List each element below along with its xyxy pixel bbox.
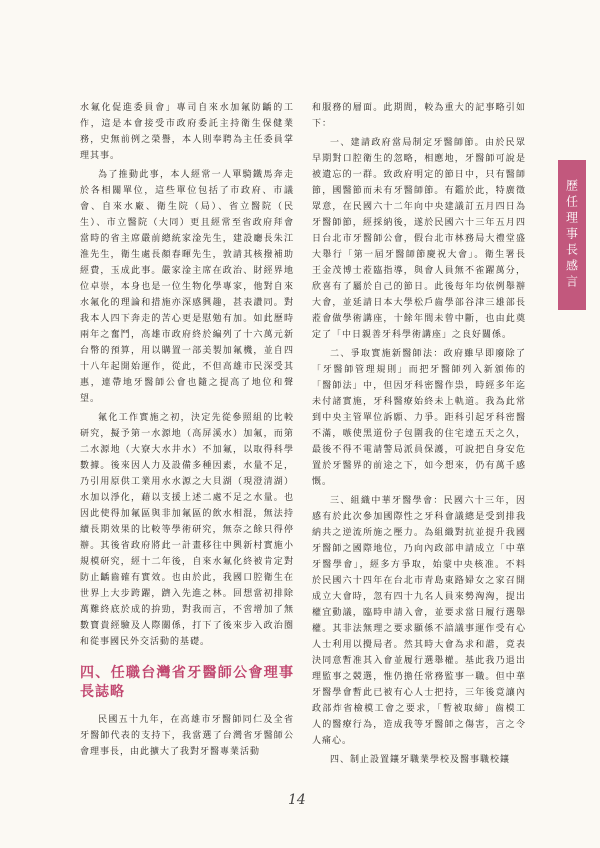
section-heading: 四、任職台灣省牙醫師公會理事長誌略: [80, 665, 294, 700]
page-number: 14: [288, 792, 306, 808]
side-tab: [558, 160, 586, 310]
paragraph: 二、爭取實施新醫師法：政府雖早即廢除了「牙醫師管理規則」而把牙醫師列入新頒佈的「醫師法」中，但因牙科密醫作祟，時經多年迄未付諸實施，牙科醫療始終未上軌道。我為此常到中央主管單位訴願、力爭。距科引起牙科密醫不滿，嗾使黑道份子包圍我的住宅達五天之久，最後不得不電請警局派員保護，可說把自身安危置於牙醫界的前途之下，如今想來，仍有萬千感慨。: [312, 349, 526, 487]
paragraph: 和服務的層面。此期間，較為重大的記事略引如下：: [312, 103, 526, 129]
paragraph: 氟化工作實施之初，決定先從參照組的比較研究，擬予第一水源地（高屏溪水）加氟，而第二水源地（大寮大水井水）不加氟，以取得科學數據。後來因人力及設備多種因素，水量不足，乃引用原供工業用水水源之大貝湖（現澄清湖）水加以淨化，藉以支援上述二處不足之水量。也因此使得加氟區與非加氟區的飲水相混，無法持續長期效果的比較等學術研究，無奈之餘只得停辦。其後省政府將此一計畫移往中興新村實施小規模研究，經十二年後，自來水氟化終被肯定對防止齲齒確有實效。也由於此，我國口腔衛生在世界上大步跨躍，躋入先進之林。回想當初排除萬難終底於成的拚勁，對我而言，不啻增加了無數寶貴經驗及人際關係，打下了後來步入政治圈和從事國民外交活動的基礎。: [80, 413, 294, 647]
right-column: [312, 100, 526, 771]
left-column: [80, 100, 294, 763]
paragraph: 民國五十九年，在高雄市牙醫師同仁及全省牙醫師代表的支持下，我當選了台灣省牙醫師公會理事長，由此擴大了我對牙醫專業活動: [80, 715, 294, 757]
paragraph: 四、制止設置鑲牙職業學校及醫事職校鑲: [330, 755, 511, 765]
paragraph: 三、組織中華牙醫學會：民國六十三年，因感有於此次參加國際性之牙科會議總是受到排我納共之逆流所施之壓力。為組織對抗並提升我國牙醫師之國際地位，乃向內政部申請成立「中華牙醫學會」，經多方爭取，始蒙中央核准。不料於民國六十四年在台北市青島東路婦女之家召開成立大會時，忽有四十九名人員來勢洶洶，提出權宜動議，臨時申請入會，並要求當日履行選舉權。其非法無理之要求顯係不諳議事運作受有心人士利用以攪局者。然其時大會為求和諧，竟表決同意暫准其入會並履行選舉權。基此我乃退出理監事之競選，惟仍擔任常務監事一職。但中華牙醫學會暫此已被有心人士把持，三年後竟讓內政部炸省檢模工會之要求，「暫被取締」齒模工人的醫療行為，造成我等牙醫師之傷害，言之令人痛心。: [312, 496, 526, 746]
paragraph: 水氟化促進委員會」專司自來水加氟防齲的工作，這是本會接受市政府委託主持衛生保健業務，史無前例之榮譽，本人則奉聘為主任委員掌理其事。: [80, 103, 294, 161]
side-tab-label: 歷任理事長感言: [564, 179, 579, 291]
paragraph: 一、建請政府當局制定牙醫師節。由於民眾早期對口腔衛生的忽略，相應地，牙醫師可說是被遺忘的一群。致政府明定的節日中，只有醫師節，國醫節而未有牙醫師節。有鑑於此，特廣徵眾意，在民國六十二年向中央建議訂五月四日為牙醫師節，經採納後，遂於民國六十三年五月四日台北市牙醫師公會，假台北市林務局大禮堂盛大舉行「第一屆牙醫師節慶祝大會」。衛生署長王金茂博士蒞臨指導，與會人員無不雀躍萬分，欣喜有了屬於自己的節日。此後每年均依例舉辦大會，並延請日本大學松戶齒學部谷津三雄部長蒞會做學術講座，十餘年間未曾中斷，也由此奠定了「中日親善牙科學術講座」之良好關係。: [312, 138, 526, 340]
paragraph: 為了推動此事，本人經常一人單騎鐵馬奔走於各相關單位，這些單位包括了市政府、市議會、自來水廠、衛生院（局）、省立醫院（民生）、市立醫院（大同）更且經常至省政府拜會當時的省主席嚴前總統家淦先生，建設廳長朱江淮先生，衛生處長顏春暉先生，敦請其核撥補助經費，玉成此事。嚴家淦主席在政治、財經界地位卓崇，本身也是一位生物化學專家，他對自來水氟化的理論和措施亦深感興趣，甚表讚同。對我本人四下奔走的苦心更是慰勉有加。如此歷時兩年之奮鬥，高雄市政府終於編列了十六萬元新台幣的預算，用以購置一部美製加氟機，並自四十八年起開始運作，從此，不但高雄市民深受其惠，連帶地牙醫師公會也隨之提高了地位和聲望。: [80, 170, 294, 404]
